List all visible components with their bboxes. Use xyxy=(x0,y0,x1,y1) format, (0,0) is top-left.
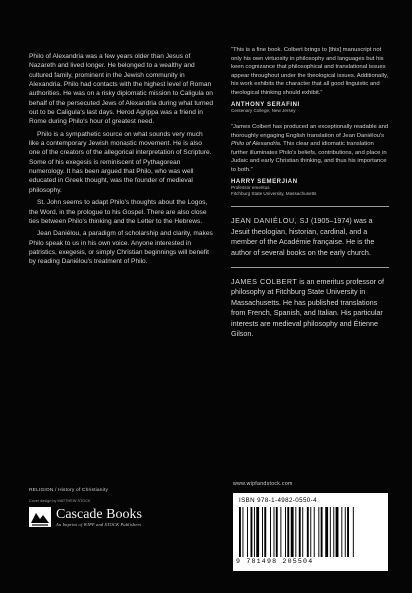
barcode-bar xyxy=(274,507,275,557)
author-bio xyxy=(231,216,391,258)
divider xyxy=(231,206,389,207)
endorser-affiliation: Fitchburg State University, Massachusetts xyxy=(231,190,317,196)
barcode-bar xyxy=(330,507,331,557)
endorsements-column xyxy=(231,46,391,339)
barcode-bars xyxy=(239,507,381,557)
barcode-digits: 9 781498 205504 xyxy=(236,558,314,565)
barcode-bar xyxy=(310,507,311,557)
translator-bio-text: is an emeritus professor of philosophy at Fitchburg State University in Massachusetts. He has published translations from French, Spanish, and Italian. His particular interests are medieval philosophy and Étienne Gilson. xyxy=(231,276,384,338)
barcode-bar xyxy=(270,507,271,557)
author-name: JEAN DANIÉLOU, SJ xyxy=(231,216,309,226)
barcode-bar xyxy=(264,507,266,557)
endorsement-quote: “This is a fine book. Colbert brings to [this] manuscript not only his own virtuosity in philosophy and languages but his keen cognizance that philosophical and translational issues appear throughout under the theological issues. Additionally, his work exhibits the character that all good linguistic and theological thinking should exhibit.” xyxy=(231,47,389,96)
endorsement-2 xyxy=(231,123,391,197)
blurb-paragraph-4: Jean Daniélou, a paradigm of scholarship and clarity, makes Philo speak to us in his own voice. Anyone interested in patristics, exegesis, or simply Christian beginnings will benefit by reading Daniélou's treatment of Philo. xyxy=(29,230,213,266)
barcode-bar xyxy=(287,507,289,557)
publisher-block xyxy=(29,488,219,527)
blurb-paragraph-1: Philo of Alexandria was a few years older than Jesus of Nazareth and lived longer. He belonged to a wealthy and cultured family, prominent in the Jewish community in Alexandria. Philo had contacts with the highest level of Roman authorities. He was on a risky diplomatic mission to Caligula on behalf of the persecuted Jews of Alexandria during what turned out to be Caligula's last days. Herod Agrippa was a friend in Rome during Philo's hour of greatest need. xyxy=(29,53,214,126)
barcode-bar xyxy=(333,507,334,557)
publisher-name: Cascade Books xyxy=(56,507,142,522)
barcode-bar xyxy=(256,507,259,557)
barcode-bar xyxy=(299,507,301,557)
blurb-paragraph-3: St. John seems to adapt Philo's thoughts about the Logos, the Word, in the prologue to his Gospel. There are also close ties between Philo's thinking and the Letter to the Hebrews. xyxy=(29,199,208,225)
endorser-name: HARRY SEMERJIAN xyxy=(231,178,298,185)
barcode-bar xyxy=(302,507,303,557)
endorsement-quote xyxy=(231,123,391,175)
endorsement-quote-part: . This clear and idiomatic translation further illuminates Philo's beliefs, contributions, and place in Judaic and early Christian thinking, and thus his importance to both.” xyxy=(231,141,387,173)
barcode-bar xyxy=(345,507,346,557)
blurb-paragraph-2: Philo is a sympathetic source on what sounds very much like a contemporary Jewish monastic movement. He is also one of the creators of the allegorical interpretation of Scripture. Some of his exegesis is reminiscent of Pythagorean numerology. It has been argued that Philo, who was well educated in Greek thought, was the founder of medieval philosophy. xyxy=(29,130,212,194)
barcode-bar xyxy=(321,507,323,557)
barcode-bar xyxy=(353,507,354,557)
barcode-bar xyxy=(242,507,243,557)
endorser-name: ANTHONY SERAFINI xyxy=(231,101,300,108)
barcode-bar xyxy=(247,507,248,557)
isbn-label: ISBN 978-1-4982-0550-4 xyxy=(239,497,317,504)
barcode-bar xyxy=(307,507,309,557)
barcode-bar xyxy=(276,507,278,557)
barcode-bar xyxy=(280,507,281,557)
author-bio-text: (1905–1974) was a Jesuit theologian, historian, cardinal, and a member of the Académie française. He is the author of several books on the early church. xyxy=(231,216,375,257)
barcode-bar xyxy=(251,507,253,557)
endorser-affiliation: Centenary College, New Jersey xyxy=(231,107,296,113)
barcode-bar xyxy=(314,507,315,557)
publisher-imprint: An Imprint of WIPF and STOCK Publishers xyxy=(56,522,142,527)
endorsement-quote-part: “James Colbert has produced an exceptionally readable and thoroughly engaging English translation of Jean Daniélou's xyxy=(231,123,389,139)
barcode-bar xyxy=(239,507,241,557)
book-title-italic: Philo of Alexandria xyxy=(231,141,280,148)
translator-name: JAMES COLBERT xyxy=(231,276,298,286)
category-label: RELIGION / History of Christianity xyxy=(29,488,109,493)
barcode-bar xyxy=(341,507,342,557)
barcode-bar xyxy=(325,507,328,557)
barcode-bar xyxy=(347,507,349,557)
translator-bio xyxy=(231,277,391,339)
barcode-block xyxy=(233,481,388,571)
divider xyxy=(231,267,389,268)
cover-design-credit: Cover design by MATTHEW STOCK xyxy=(29,499,91,503)
barcode-bar xyxy=(285,507,286,557)
barcode xyxy=(233,493,388,571)
endorser-affiliation: Professor emeritus xyxy=(231,184,270,190)
blurb-column xyxy=(29,52,213,267)
publisher-website: www.wipfandstock.com xyxy=(233,481,293,487)
barcode-bar xyxy=(295,507,296,557)
barcode-bar xyxy=(254,507,255,557)
barcode-bar xyxy=(318,507,319,557)
barcode-bar xyxy=(336,507,339,557)
cascade-waterfall-icon xyxy=(29,507,51,527)
barcode-bar xyxy=(262,507,263,557)
publisher-logo xyxy=(29,507,219,527)
endorsement-1 xyxy=(231,46,391,114)
barcode-bar xyxy=(291,507,294,557)
